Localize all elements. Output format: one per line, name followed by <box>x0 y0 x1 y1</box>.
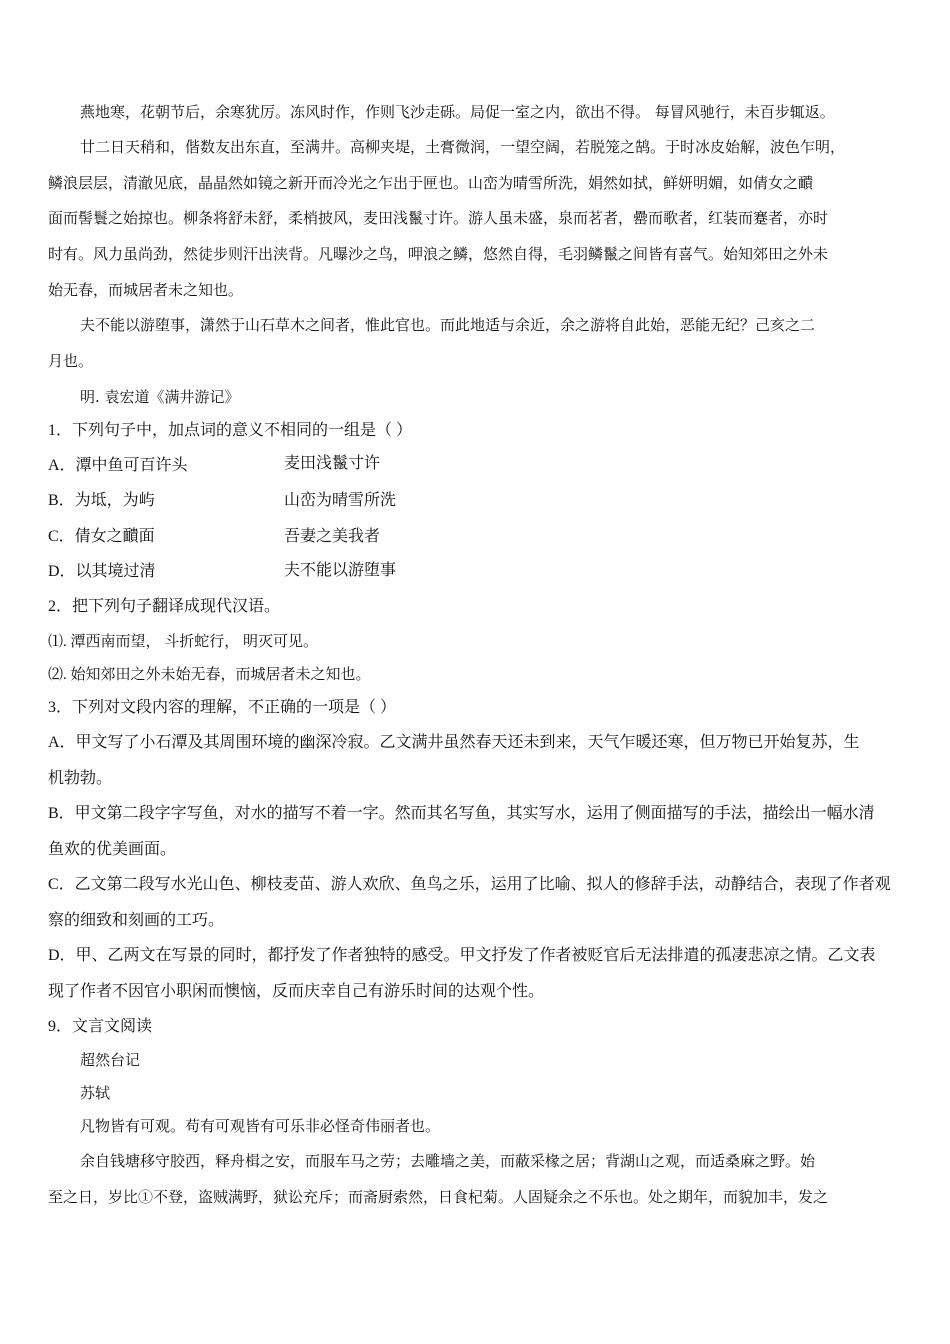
q3-option-a-line2: 机勃勃。 <box>48 770 113 787</box>
q9-paragraph-2-line1: 余自钱塘移守胶西，释舟楫之安，而服车马之劳；去雕墙之美，而蔽采椽之居；背湖山之观，而适桑麻之野。始 <box>80 1152 816 1170</box>
passage-b-p3-line1: 夫不能以游堕事，潇然于山石草木之间者，惟此官也。而此地适与余近，余之游将自此始，恶能无纪？己亥之二 <box>80 316 816 334</box>
q9-paragraph-1: 凡物皆有可观。苟有可观皆有可乐非必怪奇伟丽者也。 <box>80 1117 441 1135</box>
passage-b-p2-line5: 始无春，而城居者未之知也。 <box>48 281 244 299</box>
q3-stem: 3．下列对文段内容的理解，不正确的一项是（ ） <box>48 699 397 716</box>
q1-option-b: B．为坻，为屿 <box>48 492 155 509</box>
q3-option-a-line1: A．甲文写了小石潭及其周围环境的幽深冷寂。乙文满井虽然春天还未到来，天气乍暖还寒，但万物已开始复苏，生 <box>48 734 860 751</box>
q9-title: 超然台记 <box>80 1051 141 1069</box>
q1-option-d-pair: 夫不能以游堕事 <box>284 562 397 579</box>
q9-heading: 9．文言文阅读 <box>48 1018 153 1035</box>
q1-option-a: A．潭中鱼可百许头 <box>48 457 188 474</box>
q1-option-d: D．以其境过清 <box>48 563 156 580</box>
passage-b-source: 明. 袁宏道《满井游记》 <box>80 388 240 406</box>
q9-author: 苏轼 <box>80 1084 111 1102</box>
q2-sentence-1: ⑴. 潭西南而望， 斗折蛇行， 明灭可见。 <box>48 634 319 650</box>
q1-stem: 1．下列句子中，加点词的意义不相同的一组是（ ） <box>48 422 413 439</box>
q1-option-b-pair: 山峦为晴雪所洗 <box>284 492 397 509</box>
q1-option-c: C．倩女之靧面 <box>48 528 155 545</box>
q9-paragraph-2-line2: 至之日，岁比①不登，盗贼满野，狱讼充斥；而斋厨索然，日食杞菊。人固疑余之不乐也。处之期年，而貌加丰，发之 <box>48 1188 829 1206</box>
passage-b-p2-line3: 面而髻鬟之始掠也。柳条将舒未舒，柔梢披风，麦田浅鬣寸许。游人虽未盛，泉而茗者，罍而歌者，红装而蹇者，亦时 <box>48 209 829 227</box>
q3-option-c-line2: 察的细致和刻画的工巧。 <box>48 912 225 929</box>
q3-option-b-line2: 鱼欢的优美画面。 <box>48 841 177 858</box>
passage-b-p3-line2: 月也。 <box>48 352 94 370</box>
q3-option-b-line1: B．甲文第二段字字写鱼，对水的描写不着一字。然而其名写鱼，其实写水，运用了侧面描写的手法，描绘出一幅水清 <box>48 805 875 822</box>
passage-b-p2-line1: 廿二日天稍和，偕数友出东直，至满井。高柳夹堤，土膏微润，一望空阔，若脱笼之鹄。于时冰皮始解，波色乍明， <box>80 138 846 156</box>
q3-option-c-line1: C．乙文第二段写水光山色、柳枝麦苗、游人欢欣、鱼鸟之乐，运用了比喻、拟人的修辞手法，动静结合，表现了作者观 <box>48 876 891 893</box>
passage-b-p2-line4: 时有。风力虽尚劲，然徒步则汗出浃背。凡曝沙之鸟，呷浪之鳞，悠然自得，毛羽鳞鬣之间皆有喜气。始知郊田之外未 <box>48 245 829 263</box>
passage-b-p1-line1: 燕地寒，花朝节后，余寒犹厉。冻风时作，作则飞沙走砾。局促一室之内，欲出不得。 每冒风驰行，未百步辄返。 <box>80 103 835 121</box>
q2-sentence-2: ⑵. 始知郊田之外未始无春，而城居者未之知也。 <box>48 667 371 683</box>
q1-option-c-pair: 吾妻之美我者 <box>284 528 381 545</box>
passage-b-p2-line2: 鳞浪层层，清澈见底，晶晶然如镜之新开而冷光之乍出于匣也。山峦为晴雪所洗，娟然如拭，鲜妍明媚，如倩女之靧 <box>48 174 814 192</box>
q3-option-d-line1: D．甲、乙两文在写景的同时，都抒发了作者独特的感受。甲文抒发了作者被贬官后无法排遣的孤凄悲凉之情。乙文表 <box>48 947 876 964</box>
q3-option-d-line2: 现了作者不因官小职闲而懊恼，反而庆幸自己有游乐时间的达观个性。 <box>48 983 545 1000</box>
q2-stem: 2．把下列句子翻译成现代汉语。 <box>48 598 281 615</box>
q1-option-a-pair: 麦田浅鬣寸许 <box>284 455 381 472</box>
